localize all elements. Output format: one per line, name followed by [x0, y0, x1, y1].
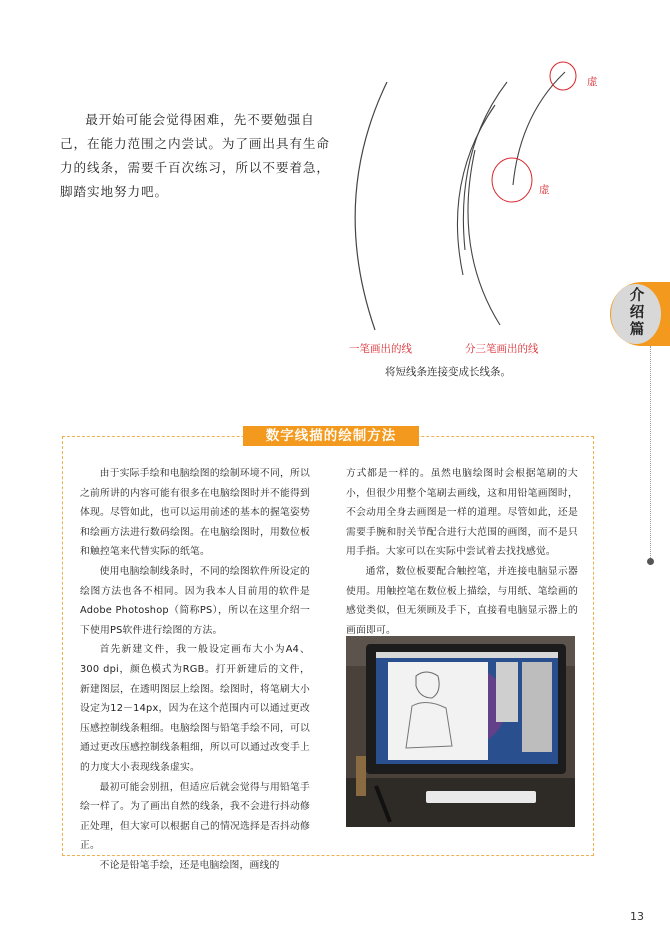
one-stroke-label: 一笔画出的线: [349, 343, 412, 355]
three-stroke-label: 分三笔画出的线: [465, 343, 539, 355]
stroke-figure: [335, 60, 598, 390]
intro-paragraph: 最开始可能会觉得困难，先不要勉强自己，在能力范围之内尝试。为了画出具有生命力的线条，需要千百次练习，所以不要着急，脚踏实地努力吧。: [60, 112, 330, 199]
paragraph: 由于实际手绘和电脑绘图的绘制环境不同，所以之前所讲的内容可能有很多在电脑绘图时并不能得到体现。尽管如此，也可以运用前述的基本的握笔姿势和绘画方法进行数码绘图。在电脑绘图时，用数位板和触控笔来代替实际的纸笔。: [80, 468, 310, 558]
paragraph: 通常，数位板要配合触控笔，并连接电脑显示器使用。用触控笔在数位板上描绘，与用纸、笔绘画的感觉类似，但无须顾及手下，直接看电脑显示器上的画面即可。: [346, 565, 578, 636]
left-column: [80, 464, 310, 875]
page-number: 13: [630, 910, 644, 923]
mark-top-label: 虚: [587, 76, 598, 88]
three-stroke-line-2: [457, 105, 495, 275]
three-stroke-line-3: [468, 150, 500, 325]
side-tab-label: 介绍篇: [629, 288, 645, 338]
paragraph: 使用电脑绘制线条时，不同的绘图软件所设定的绘图方法也各不相同。因为我本人目前用的软件是Adobe Photoshop（简称PS），所以在这里介绍一下使用PS软件进行绘图的方法。: [80, 565, 310, 636]
paragraph: 不论是铅笔手绘，还是电脑绘图，画线的: [99, 859, 280, 871]
paragraph: 方式都是一样的。虽然电脑绘图时会根据笔刷的大小，但很少用整个笔刷去画线，这和用铅笔画图时，不会动用全身去画图是一样的道理。尽管如此，还是需要手腕和肘关节配合进行大范围的画图，而不是只用手指。大家可以在实际中尝试着去找找感觉。: [346, 468, 578, 558]
side-tab-dot: [647, 558, 654, 565]
right-column: [346, 464, 578, 640]
three-stroke-line-1: [463, 82, 507, 250]
side-tab-line: [650, 346, 651, 560]
tablet-photo-illustration: [346, 636, 575, 827]
section-title: 数字线描的绘制方法: [243, 426, 419, 446]
mark-mid-label: 虚: [539, 184, 550, 196]
paragraph: 首先新建文件，我一般设定画布大小为A4、300 dpi，颜色模式为RGB。打开新建后的文件，新建图层，在透明图层上绘图。绘图时，将笔刷大小设定为12－14px，因为在这个范围内可以通过更改压感控制线条粗细。电脑绘图与铅笔手绘不同，可以通过更改压感控制线条粗细，所以可以通过改变手上的力度大小表现线条虚实。: [80, 644, 310, 773]
figure-caption: 将短线条连接变成长线条。: [385, 366, 511, 378]
red-circle-top: [550, 62, 576, 90]
paragraph: 最初可能会别扭，但适应后就会觉得与用铅笔手绘一样了。为了画出自然的线条，我不会进行抖动修正处理，但大家可以根据自己的情况选择是否抖动修正。: [80, 781, 310, 852]
red-circle-mid: [492, 158, 532, 202]
tablet-photo: [346, 636, 575, 827]
single-stroke-line: [355, 82, 387, 330]
